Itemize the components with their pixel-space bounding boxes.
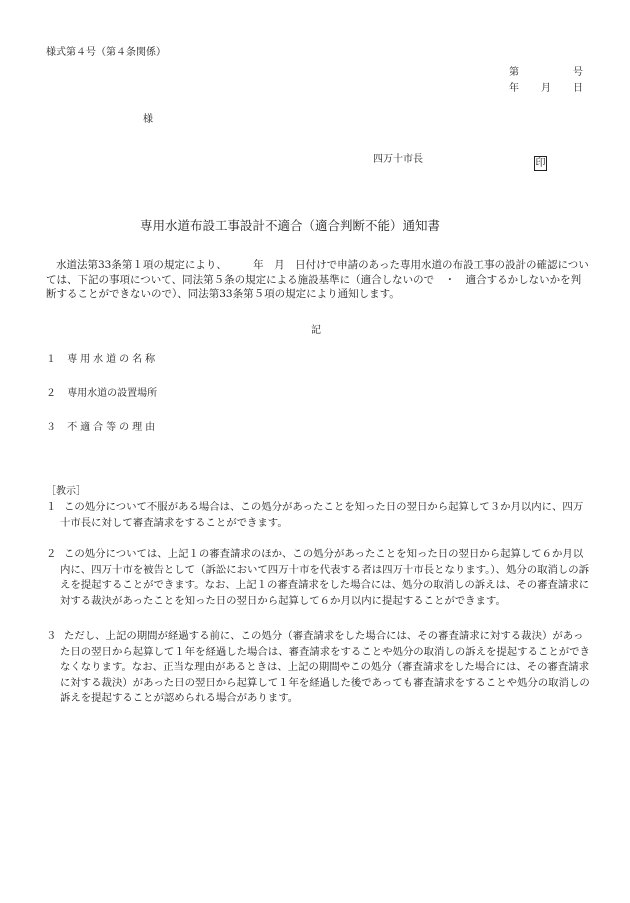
item-3-num: ３ — [46, 422, 56, 433]
date-year: 年 — [509, 83, 519, 94]
seal-char: 印 — [535, 158, 546, 169]
item-3 — [46, 421, 158, 435]
notice-entry-3-num: ３ — [46, 630, 57, 642]
item-2 — [46, 387, 157, 401]
form-label: 様式第４号（第４条関係） — [46, 47, 166, 58]
notice-entry-2-text: この処分については、上記１の審査請求のほか、この処分があったことを知った日の翌日から起算して６か月以内に、四万十市を被告として（訴訟において四万十市を代表する者は四万十市長となります。）、処分の取消しの訴えを提起することができます。なお、上記１の審査請求をした場合には、処分の取消しの訴えは、その審査請求に対する裁決があったことを知った日の翌日から起算して６か月以内に提起することができます。 — [60, 548, 590, 607]
notice-entry-1 — [46, 500, 590, 531]
item-2-num: ２ — [46, 388, 56, 399]
notice-entry-3-text: ただし、上記の期間が経過する前に、この処分（審査請求をした場合には、その審査請求に対する裁決）があった日の翌日から起算して１年を経過した場合は、審査請求をすることや処分の取消しの訴えを提起することができなくなります。なお、正当な理由があるときは、上記の期間やこの処分（審査請求をした場合には、その審査請求に対する裁決）があった日の翌日から起算して１年を経過した後であっても審査請求をすることや処分の取消しの訴えを提起することが認められる場合があります。 — [60, 630, 590, 705]
item-3-label: 不適合等の理由 — [67, 422, 159, 433]
recipient-suffix: 様 — [143, 114, 153, 125]
date-day: 日 — [573, 83, 583, 94]
notice-heading: ［教示］ — [46, 486, 86, 497]
item-2-label: 専用水道の設置場所 — [67, 388, 158, 399]
notice-entry-2 — [46, 547, 590, 609]
document-title: 専用水道布設工事設計不適合（適合判断不能）通知書 — [140, 218, 441, 233]
number-suffix: 号 — [573, 67, 583, 78]
ki-marker: 記 — [311, 325, 321, 336]
notice-entry-2-num: ２ — [46, 548, 57, 560]
notice-entry-1-text: この処分について不服がある場合は、この処分があったことを知った日の翌日から起算して３か月以内に、四万十市長に対して審査請求をすることができます。 — [60, 501, 584, 529]
notice-entry-1-num: １ — [46, 501, 57, 513]
number-prefix: 第 — [509, 67, 519, 78]
notice-entry-3 — [46, 629, 590, 707]
issuer-name: 四万十市長 — [373, 154, 423, 165]
item-1 — [46, 353, 158, 367]
seal-box — [534, 151, 547, 171]
item-1-label: 専用水道の名称 — [67, 354, 159, 365]
item-1-num: １ — [46, 354, 56, 365]
body-paragraph: 水道法第33条第１項の規定により、 年 月 日付けで申請のあった専用水道の布設工事の設計の確認については、下記の事項について、同法第５条の規定による施設基準に（適合しないので ・ 適合するかしないかを判断することができないので）、同法第33条第５項の規定により通知します。 — [46, 259, 589, 301]
date-month: 月 — [541, 83, 551, 94]
